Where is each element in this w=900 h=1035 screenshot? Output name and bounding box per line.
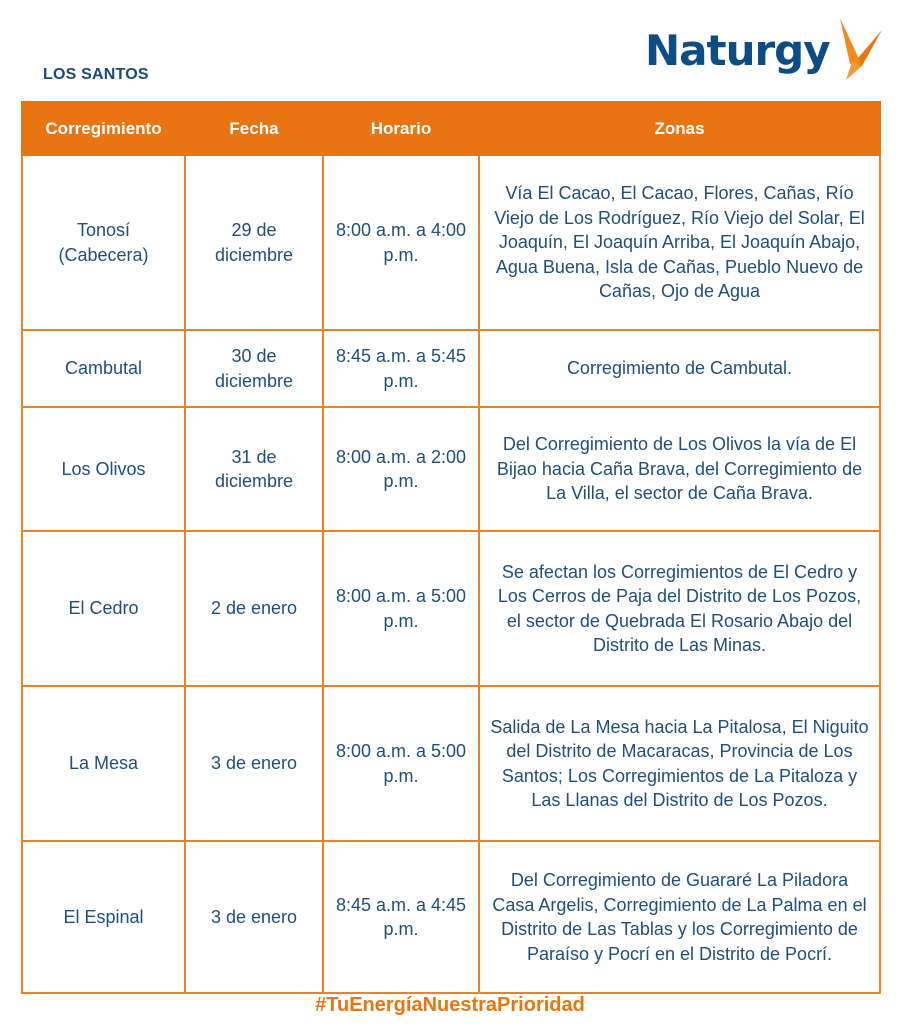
table-header-row [22, 102, 880, 155]
cell-corregimiento: Tonosí (Cabecera) [22, 155, 185, 330]
cell-fecha: 3 de enero [185, 841, 323, 993]
table-row [22, 531, 880, 686]
cell-horario: 8:00 a.m. a 5:00 p.m. [323, 531, 479, 686]
cell-zonas: Corregimiento de Cambutal. [479, 330, 880, 407]
cell-zonas: Vía El Cacao, El Cacao, Flores, Cañas, Río Viejo de Los Rodríguez, Río Viejo del Solar, El Joaquín, El Joaquín Arriba, El Joaquín Abajo, Agua Buena, Isla de Cañas, Pueblo Nuevo de Cañas, Ojo de Agua [479, 155, 880, 330]
column-header-horario: Horario [323, 102, 479, 155]
logo-wordmark: Naturgy [645, 26, 830, 75]
table-row [22, 330, 880, 407]
cell-corregimiento: El Cedro [22, 531, 185, 686]
table-row [22, 686, 880, 841]
cell-horario: 8:00 a.m. a 2:00 p.m. [323, 407, 479, 531]
cell-horario: 8:45 a.m. a 4:45 p.m. [323, 841, 479, 993]
cell-corregimiento: El Espinal [22, 841, 185, 993]
cell-zonas: Del Corregimiento de Los Olivos la vía de El Bijao hacia Caña Brava, del Corregimiento de La Villa, el sector de Caña Brava. [479, 407, 880, 531]
footer-hashtag: #TuEnergíaNuestraPrioridad [315, 994, 585, 1016]
cell-zonas: Salida de La Mesa hacia La Pitalosa, El Niguito del Distrito de Macaracas, Provincia de Los Santos; Los Corregimientos de La Pitaloza y Las Llanas del Distrito de Los Pozos. [479, 686, 880, 841]
table-row [22, 407, 880, 531]
cell-fecha: 31 de diciembre [185, 407, 323, 531]
naturgy-logo [645, 18, 884, 88]
region-title: LOS SANTOS [43, 66, 149, 83]
cell-fecha: 29 de diciembre [185, 155, 323, 330]
cell-zonas: Se afectan los Corregimientos de El Cedro y Los Cerros de Paja del Distrito de Los Pozos, el sector de Quebrada El Rosario Abajo del Distrito de Las Minas. [479, 531, 880, 686]
cell-horario: 8:00 a.m. a 4:00 p.m. [323, 155, 479, 330]
outage-schedule-table [21, 101, 881, 994]
cell-horario: 8:00 a.m. a 5:00 p.m. [323, 686, 479, 841]
column-header-fecha: Fecha [185, 102, 323, 155]
column-header-corregimiento: Corregimiento [22, 102, 185, 155]
cell-horario: 8:45 a.m. a 5:45 p.m. [323, 330, 479, 407]
column-header-zonas: Zonas [479, 102, 880, 155]
cell-corregimiento: Los Olivos [22, 407, 185, 531]
cell-corregimiento: Cambutal [22, 330, 185, 407]
cell-fecha: 30 de diciembre [185, 330, 323, 407]
cell-fecha: 2 de enero [185, 531, 323, 686]
cell-fecha: 3 de enero [185, 686, 323, 841]
butterfly-icon [832, 18, 884, 80]
table-row [22, 841, 880, 993]
cell-zonas: Del Corregimiento de Guararé La Piladora Casa Argelis, Corregimiento de La Palma en el Distrito de Las Tablas y los Corregimiento de Paraíso y Pocrí en el Distrito de Pocrí. [479, 841, 880, 993]
cell-corregimiento: La Mesa [22, 686, 185, 841]
table-row [22, 155, 880, 330]
